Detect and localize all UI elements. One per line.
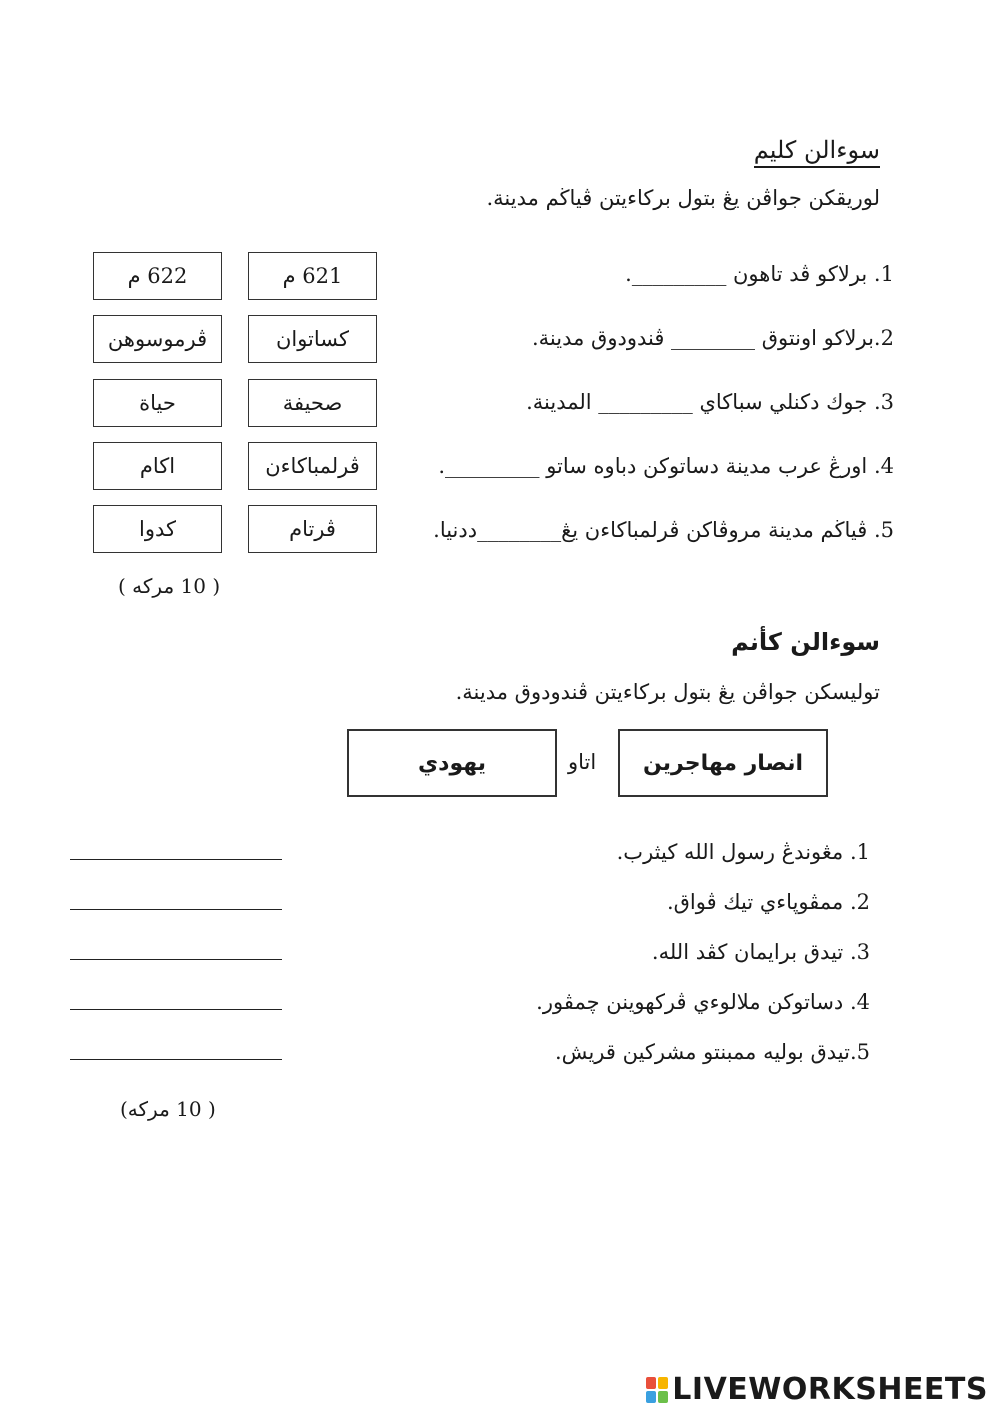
answer-line[interactable] — [70, 959, 282, 960]
liveworksheets-logo — [646, 1372, 988, 1407]
section1-question-3: 3. جوك دکنلي سباکاي _________ المدينة. — [526, 390, 894, 414]
section2-marks: ( 10 مرکه) — [120, 1097, 216, 1121]
option-box[interactable]: حياة — [93, 379, 222, 427]
option-box[interactable]: ڤرتام — [248, 505, 377, 553]
option-box[interactable]: ڤرموسوهن — [93, 315, 222, 363]
answer-line[interactable] — [70, 1009, 282, 1010]
brand-name: LIVEWORKSHEETS — [672, 1372, 988, 1407]
choice-box-yahudi[interactable]: يهودي — [347, 729, 557, 797]
option-box[interactable]: 622 م — [93, 252, 222, 300]
section2-instruction: توليسکن جواڤن يڠ بتول برکاءيتن ڤندودوق مدينة. — [455, 680, 880, 704]
choice-box-ansar-muhajirin[interactable]: انصار مهاجرين — [618, 729, 828, 797]
section2-title: سوءالن کأنم — [731, 628, 880, 656]
answer-line[interactable] — [70, 1059, 282, 1060]
section2-question-3: 3. تيدق برايمان کڤد الله. — [651, 940, 870, 964]
section1-marks: ( 10 مرکه ) — [118, 574, 221, 598]
section2-question-2: 2. ممڤوڽاءي تيك ڤواق. — [666, 890, 870, 914]
option-box[interactable]: ڤرلمباکاءن — [248, 442, 377, 490]
section1-title: سوءالن كليم — [754, 136, 880, 164]
option-box[interactable]: صحيفة — [248, 379, 377, 427]
option-box[interactable]: کساتوان — [248, 315, 377, 363]
option-box[interactable]: 621 م — [248, 252, 377, 300]
section1-question-1: 1. برلاکو ڤد تاهون _________. — [625, 262, 894, 286]
section1-question-2: 2.برلاکو اونتوق ________ ڤندودوق مدينة. — [531, 326, 894, 350]
section2-question-1: 1. مڠوندڠ رسول الله کيثرب. — [616, 840, 870, 864]
section1-question-5: 5. ڤياڬم مدينة مروڤاکن ڤرلمباکاءن يڠ________ددنيا. — [433, 518, 894, 542]
liveworksheets-logo-icon — [646, 1377, 668, 1403]
choice-or-label: اتاو — [568, 750, 597, 774]
option-box[interactable]: اکام — [93, 442, 222, 490]
section2-question-5: 5.تيدق بوليه ممبنتو مشرکين قريش. — [555, 1040, 870, 1064]
section1-question-4: 4. اورڠ عرب مدينة دساتوکن دباوه ساتو _________. — [438, 454, 894, 478]
section2-question-4: 4. دساتوکن ملالوءي ڤرکهوينن چمڤور. — [536, 990, 870, 1014]
section1-instruction: لوريقكن جواڤن يڠ بتول برکاءيتن ڤياڬم مدينة. — [486, 186, 880, 210]
option-box[interactable]: کدوا — [93, 505, 222, 553]
answer-line[interactable] — [70, 859, 282, 860]
answer-line[interactable] — [70, 909, 282, 910]
